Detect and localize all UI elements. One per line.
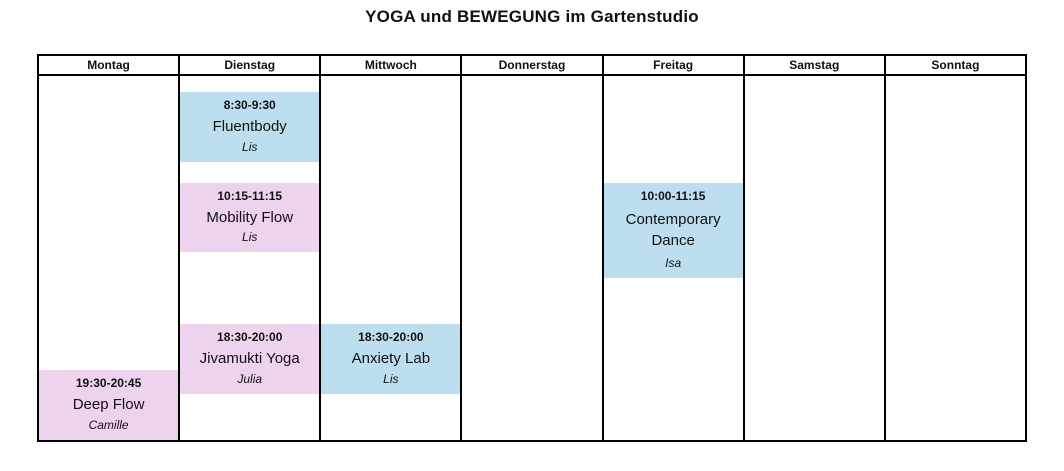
day-column-mittwoch [321, 76, 462, 440]
event-name: Deep Flow [72, 396, 145, 413]
event-mobility-flow [180, 183, 319, 252]
day-header-montag: Montag [39, 56, 180, 74]
event-contemporary-dance [604, 183, 743, 278]
event-jivamukti-yoga [180, 324, 319, 394]
day-header-row [39, 56, 1025, 76]
day-column-donnerstag [462, 76, 603, 440]
day-header-mittwoch: Mittwoch [321, 56, 462, 74]
event-instructor: Lis [242, 140, 258, 154]
day-header-sonntag: Sonntag [931, 58, 980, 72]
event-anxiety-lab [321, 324, 460, 394]
event-name: Contemporary Dance [625, 211, 721, 249]
event-name: Anxiety Lab [351, 350, 431, 367]
event-time: 10:15-11:15 [217, 189, 283, 203]
event-time: 18:30-20:00 [217, 330, 283, 344]
page-title: YOGA und BEWEGUNG im Gartenstudio [365, 7, 699, 26]
event-name: Mobility Flow [206, 208, 294, 226]
event-time: 8:30-9:30 [223, 98, 276, 112]
day-header-samstag: Samstag [745, 56, 886, 74]
day-column-montag [39, 76, 180, 440]
event-instructor: Camille [88, 418, 129, 432]
day-column-dienstag [180, 76, 321, 440]
event-deep-flow [39, 370, 178, 440]
day-column-freitag [604, 76, 745, 440]
event-fluentbody [180, 92, 319, 162]
day-column-sonntag [886, 76, 1025, 440]
schedule-body [39, 76, 1025, 440]
event-time: 19:30-20:45 [75, 376, 142, 390]
event-instructor: Lis [242, 230, 258, 244]
day-header-dienstag: Dienstag [180, 56, 321, 74]
event-instructor: Lis [383, 372, 399, 386]
event-time: 18:30-20:00 [358, 330, 424, 344]
day-header-freitag: Freitag [604, 56, 745, 74]
event-name: Jivamukti Yoga [199, 350, 300, 367]
event-instructor: Julia [237, 372, 263, 386]
schedule-table [37, 54, 1027, 442]
day-header-donnerstag: Donnerstag [462, 56, 603, 74]
day-column-samstag [745, 76, 886, 440]
event-name: Fluentbody [212, 118, 287, 135]
event-instructor: Isa [665, 256, 682, 270]
event-time: 10:00-11:15 [640, 189, 706, 203]
